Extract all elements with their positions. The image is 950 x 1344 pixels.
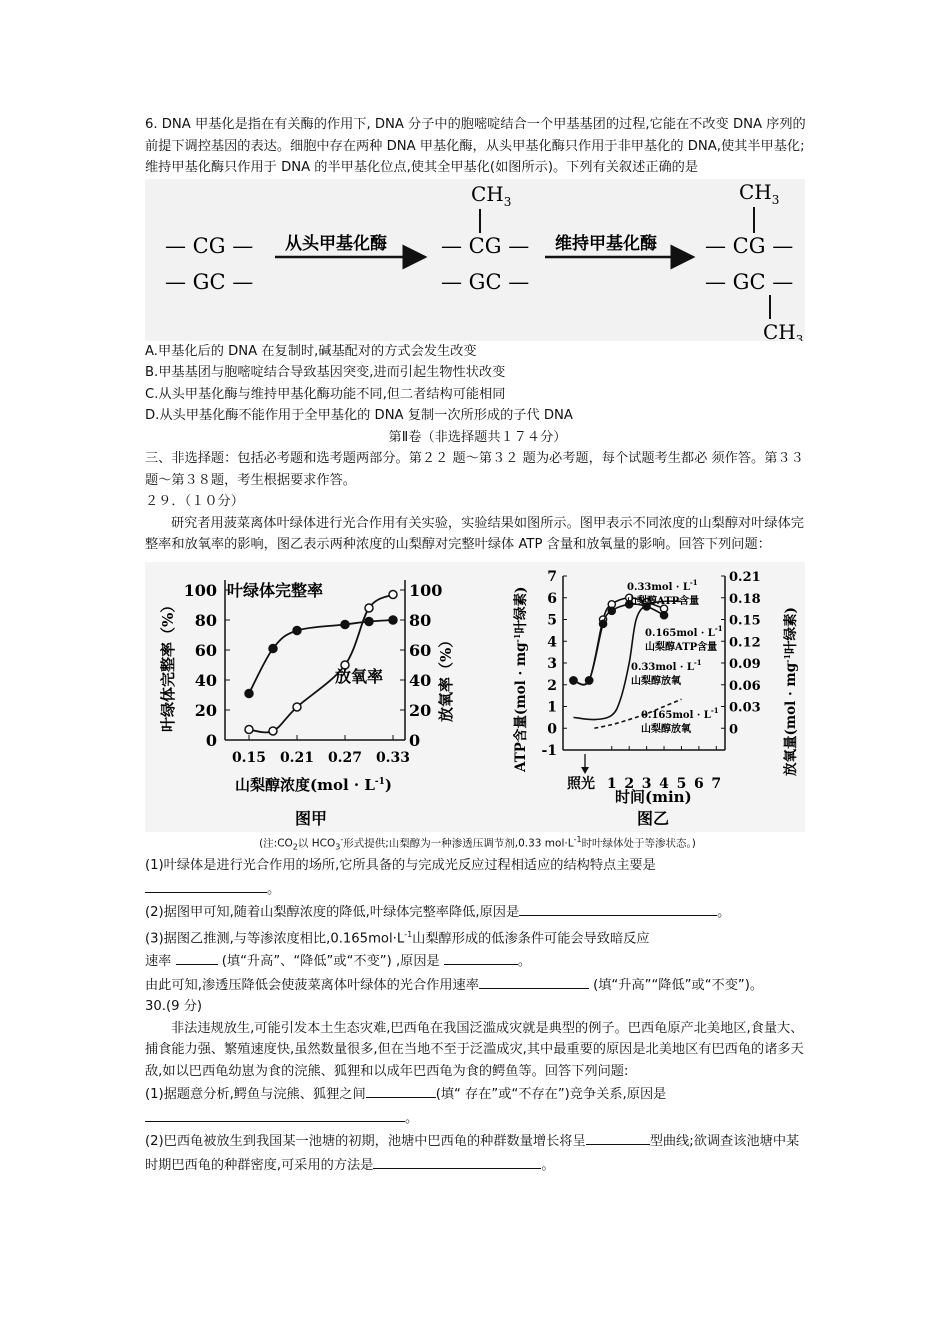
figa-xtick-label: 0.27	[327, 749, 363, 766]
label-atp-0165-b: 山梨醇ATP含量	[645, 641, 718, 653]
methylation-diagram	[145, 179, 805, 341]
gc-unmethylated: — GC —	[165, 269, 254, 294]
figa-y2tick-label: 60	[409, 640, 432, 660]
figa-y2tick-label: 0	[409, 730, 421, 750]
figa-point	[389, 616, 397, 624]
figb-ytick-label: 2	[547, 677, 557, 694]
figb-ytick-label: 7	[547, 568, 557, 585]
label-atp-033-b: 山梨醇ATP含量	[627, 595, 700, 607]
figb-ytick-label: -1	[541, 742, 557, 759]
light-on-arrowhead	[581, 767, 589, 774]
answer-blank-1[interactable]	[145, 877, 267, 893]
figb-point	[608, 607, 615, 614]
figa-series2-label: 放氧率	[335, 666, 384, 686]
cg-hemimethylated: — CG —	[441, 233, 530, 258]
figa-y2tick-label: 20	[409, 700, 432, 720]
enzyme-de-novo-label: 从头甲基化酶	[285, 233, 387, 254]
q29-sub3-line2: 速率 (填“升高”、“降低”或“不变”) ,原因是 。	[145, 949, 810, 973]
q6-option-c: C.从头甲基化酶与维持甲基化酶功能不同,但二者结构可能相同	[145, 386, 506, 402]
light-label: 照光	[567, 775, 595, 792]
figa-point	[245, 689, 253, 697]
figb-xtick-label: 4	[659, 775, 669, 792]
figa-ytick-label: 100	[183, 580, 217, 600]
figb-xtick-label: 6	[693, 775, 704, 792]
figb-ylabel-right: 放氧量($mol \cdot mg^{-1}$叶绿素)	[782, 606, 799, 776]
label-atp-033: $0.33mol \cdot L^{-1}$	[627, 577, 698, 593]
answer-blank-3[interactable]	[176, 949, 218, 965]
figa-title: 图甲	[295, 808, 328, 828]
figb-ytick-label: 4	[547, 633, 557, 650]
figb-ytick-label: 1	[547, 699, 557, 715]
figa-point	[365, 617, 373, 625]
ch3-full-bottom: $CH_3$	[763, 319, 804, 341]
label-o2-033: $0.33mol \cdot L^{-1}$	[631, 657, 702, 673]
figb-xtick-label: 3	[641, 775, 652, 792]
q30-sub1: (1)据题意分析,鳄鱼与浣熊、狐狸之间 (填“ 存在”或“不存在”)竞争关系,原因是。	[145, 1082, 810, 1129]
q29-number: ２９．（１０分）	[145, 494, 244, 509]
ch3-full-top: $CH_3$	[739, 179, 780, 207]
exam-page	[145, 114, 810, 1176]
label-o2-033-b: 山梨醇放氧	[631, 675, 681, 687]
q6-option-b: B.甲基基团与胞嘧啶结合导致基因突变,进而引起生物性状改变	[145, 365, 506, 380]
cg-fullmethylated: — CG —	[705, 233, 794, 258]
q29-sub2: (2)据图甲可知,随着山梨醇浓度的降低,叶绿体完整率降低,原因是 。	[145, 900, 810, 924]
figa-series1-label: 叶绿体完整率	[227, 580, 324, 600]
figa-ytick-label: 60	[194, 640, 217, 660]
enzyme-maintenance-label: 维持甲基化酶	[555, 233, 657, 254]
figa-point	[245, 725, 253, 733]
figa-ytick-label: 0	[205, 730, 217, 750]
ch3-hemi-top: $CH_3$	[471, 181, 512, 209]
figa-y2tick-label: 80	[409, 610, 432, 630]
figb-xtick-label: 2	[624, 775, 635, 792]
cg-unmethylated: — CG —	[165, 233, 254, 258]
figb-title: 图乙	[637, 808, 670, 828]
section2-title: 第Ⅱ卷（非选择题共１７４分）	[388, 429, 567, 445]
q6-option-d: D.从头甲基化酶不能作用于全甲基化的 DNA 复制一次所形成的子代 DNA	[145, 408, 573, 423]
answer-blank-8[interactable]	[586, 1129, 650, 1145]
answer-blank-4[interactable]	[444, 949, 518, 965]
figure-note: (注$:CO_2$以 $HCO_3^-$形式提供;山梨醇为一种渗透压调节剂,0.33 $mol\cdot L^{-1}$时叶绿体处于等渗状态。)	[259, 834, 696, 852]
answer-blank-5[interactable]	[479, 973, 589, 989]
label-atp-0165: $0.165mol \cdot L^{-1}$	[645, 623, 723, 639]
figure-b	[512, 569, 799, 828]
q29-sub1: (1)叶绿体是进行光合作用的场所,它所具备的与完成光反应过程相适应的结构特点主要是	[145, 858, 656, 874]
answer-blank-6[interactable]	[366, 1082, 436, 1098]
figa-xtick-label: 0.21	[279, 749, 315, 766]
q29-intro: 研究者用菠菜离体叶绿体进行光合作用有关实验，实验结果如图所示。图甲表示不同浓度的山梨醇对叶绿体完整率和放氧率的影响，图乙表示两种浓度的山梨醇对完整叶绿体 ATP 含量和放氧量的影响。回答下列问题：	[145, 515, 804, 552]
figb-y2tick-label: 0.15	[729, 613, 761, 628]
figa-ylabel-right: 放氧率（%）	[437, 632, 455, 722]
q29-sub1-blank: 。	[145, 877, 810, 901]
figb-ylabel-left: ATP含量($mol \cdot mg^{-1}$叶绿素)	[512, 586, 529, 772]
q30-intro: 非法违规放生,可能引发本土生态灾难,巴西龟在我国泛滥成灾就是典型的例子。巴西龟原产北美地区,食量大、捕食能力强、繁殖速度快,虽然数量很多,但在当地不至于泛滥成灾,其中最重要的原因是北美地区有巴西龟的诸多天敌,如以巴西龟幼崽为食的浣熊、狐狸和以成年巴西龟为食的鳄鱼等。回答下列问题:	[145, 1020, 804, 1079]
figb-point	[599, 620, 606, 627]
q29-sub3-line3: 由此可知,渗透压降低会使菠菜离体叶绿体的光合作用速率 (填“升高”“降低”或“不变”)。	[145, 973, 810, 997]
q30-number: 30.(9 分)	[145, 999, 203, 1015]
label-o2-0165-b: 山梨醇放氧	[641, 723, 691, 735]
figa-point	[365, 604, 373, 612]
label-o2-0165: $0.165mol \cdot L^{-1}$	[641, 705, 719, 721]
figa-point	[341, 620, 349, 628]
figa-ytick-label: 80	[194, 610, 217, 630]
figb-xtick-label: 1	[606, 775, 617, 792]
figa-ytick-label: 20	[194, 700, 217, 720]
figa-y2tick-label: 40	[409, 670, 432, 690]
figb-ytick-label: 5	[547, 612, 557, 628]
q6-stem: 6. DNA 甲基化是指在有关酶的作用下, DNA 分子中的胞嘧啶结合一个甲基基团的过程,它能在不改变 DNA 序列的前提下调控基因的表达。细胞中存在两种 DNA 甲基化酶，从头甲基化酶只作用于非甲基化的 DNA,使其半甲基化;维持甲基化酶只作用于 DNA 的半甲基化位点,使其全甲基化(如图所示)。下列有关叙述正确的是	[145, 117, 806, 175]
figa-xlabel: 山梨醇浓度$(mol \cdot L^{-1})$	[235, 775, 392, 794]
gc-hemimethylated: — GC —	[441, 269, 530, 294]
answer-blank-9[interactable]	[373, 1153, 541, 1169]
answer-blank-2[interactable]	[519, 900, 717, 916]
answer-blank-7[interactable]	[145, 1106, 405, 1122]
figa-point	[293, 703, 301, 711]
figb-point	[660, 611, 667, 618]
figb-xtick-label: 7	[711, 775, 722, 792]
gc-fullmethylated: — GC —	[705, 269, 794, 294]
figb-y2tick-label: 0	[729, 721, 739, 737]
q6-option-a: A.甲基化后的 DNA 在复制时,碱基配对的方式会发生改变	[145, 343, 477, 359]
figa-ylabel-left: 叶绿体完整率（%）	[159, 597, 177, 732]
figb-y2tick-label: 0.21	[729, 569, 761, 585]
q29-sub3: (3)据图乙推测,与等渗浓度相比$,0.165mol\cdot L^{-1}$山梨醇形成的低渗条件可能会导致暗反应	[145, 929, 650, 946]
figa-y2tick-label: 100	[409, 580, 443, 600]
figb-y2tick-label: 0.03	[729, 700, 761, 715]
q29-figures	[145, 562, 805, 832]
figa-point	[389, 590, 397, 598]
figb-y2tick-label: 0.09	[729, 656, 761, 672]
figb-ytick-label: 6	[547, 590, 557, 607]
section3-instructions: 三、非选择题：包括必考题和选考题两部分。第２２ 题～第３２ 题为必考题，每个试题考生都必 须作答。第３３题～第３８题，考生根据要求作答。	[145, 451, 804, 488]
figa-xtick-label: 0.33	[375, 749, 411, 766]
figb-xlabel: 时间(min)	[615, 787, 692, 806]
figa-point	[293, 626, 301, 634]
figb-point	[570, 676, 577, 683]
figa-series-line-2	[249, 594, 393, 732]
figb-y2tick-label: 0.18	[729, 591, 761, 607]
figb-point	[586, 676, 593, 683]
figa-point	[269, 727, 277, 735]
figb-ytick-label: 0	[547, 720, 557, 737]
figb-y2tick-label: 0.06	[729, 678, 761, 694]
figa-xtick-label: 0.15	[231, 749, 267, 766]
q29-charts	[145, 562, 805, 832]
figb-ytick-label: 3	[547, 655, 557, 672]
figa-point	[269, 644, 277, 652]
figb-y2tick-label: 0.12	[729, 634, 761, 650]
methylation-figure	[145, 179, 805, 341]
q30-sub2: (2)巴西龟被放生到我国某一池塘的初期，池塘中巴西龟的种群数量增长将呈 型曲线;欲调查该池塘中某时期巴西龟的种群密度,可采用的方法是 。	[145, 1129, 810, 1176]
figa-ytick-label: 40	[194, 670, 217, 690]
figure-a	[159, 580, 455, 828]
figb-xtick-label: 5	[676, 775, 687, 792]
